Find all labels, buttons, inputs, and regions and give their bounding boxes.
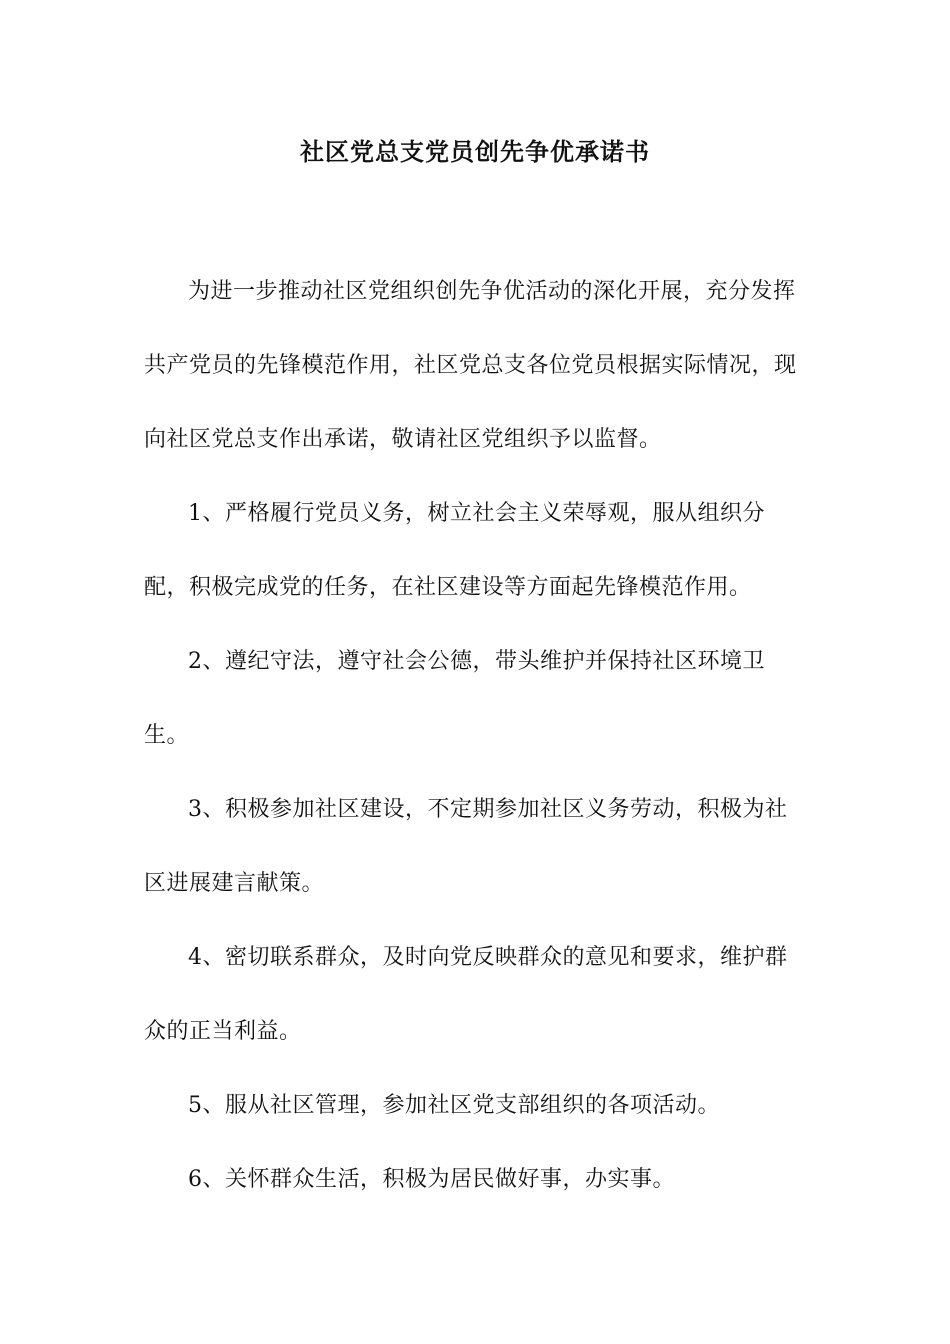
commitment-item-6: 6、关怀群众生活，积极为居民做好事，办实事。 [188,1167,675,1192]
commitment-item-5: 5、服从社区管理，参加社区党支部组织的各项活动。 [188,1093,720,1118]
document-body [144,255,808,1217]
commitment-item-3: 3、积极参加社区建设，不定期参加社区义务劳动，积极为社区进展建言献策。 [144,797,788,896]
commitment-item-4: 4、密切联系群众，及时向党反映群众的意见和要求，维护群众的正当利益。 [144,945,788,1044]
commitment-item-1: 1、严格履行党员义务，树立社会主义荣辱观，服从组织分配，积极完成党的任务，在社区建设等方面起先锋模范作用。 [144,501,765,600]
document-title: 社区党总支党员创先争优承诺书 [300,137,650,166]
intro-paragraph: 为进一步推动社区党组织创先争优活动的深化开展，充分发挥共产党员的先锋模范作用，社区党总支各位党员根据实际情况，现向社区党总支作出承诺，敬请社区党组织予以监督。 [144,279,797,452]
commitment-item-2: 2、遵纪守法，遵守社会公德，带头维护并保持社区环境卫生。 [144,649,765,748]
